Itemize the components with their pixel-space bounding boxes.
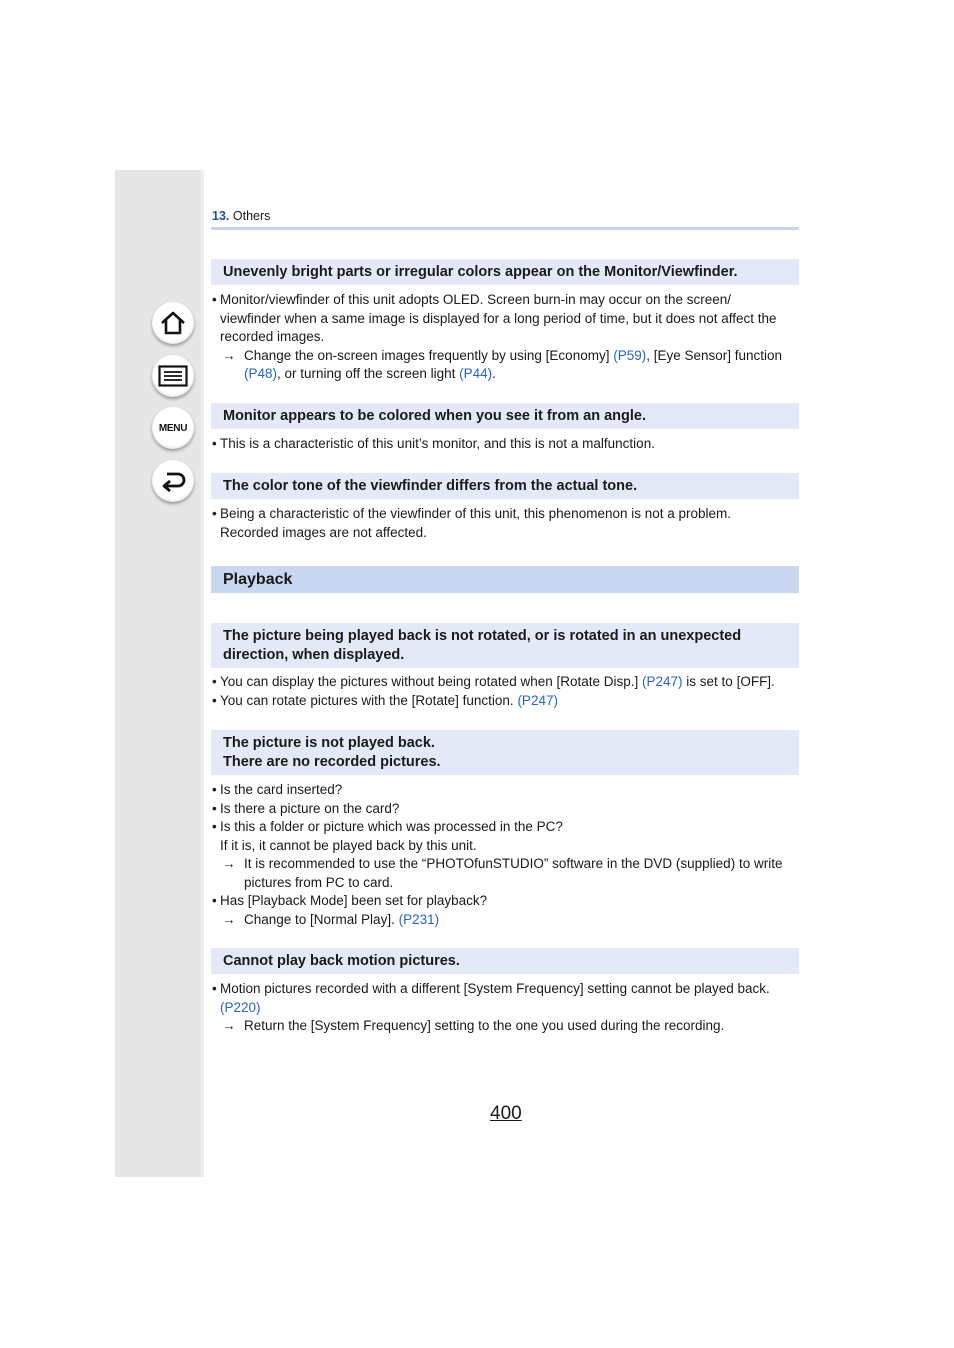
back-button[interactable]: [152, 460, 194, 502]
arrow-icon: →: [222, 911, 236, 927]
bullet-item: • This is a characteristic of this unit’s monitor, and this is not a malfunction.: [212, 435, 802, 454]
arrow-item: [212, 1017, 802, 1036]
link-p247[interactable]: (P247): [642, 674, 683, 689]
link-p44[interactable]: (P44): [459, 366, 493, 381]
link-p59[interactable]: (P59): [613, 347, 647, 363]
section-uneven-bright-body: [212, 291, 802, 384]
heading-not-rotated: [211, 623, 799, 668]
sidebar: [115, 170, 204, 1177]
section-monitor-angle-body: [212, 435, 802, 454]
heading-line: The picture being played back is not rotated, or is rotated in an unexpected: [223, 627, 742, 644]
text-span: .: [492, 366, 496, 381]
breadcrumb: [212, 209, 270, 223]
bullet-item: • Has [Playback Mode] been set for playback?: [212, 892, 802, 911]
contents-button[interactable]: [152, 355, 194, 397]
text-line: pictures from PC to card.: [244, 874, 394, 890]
bullet-item: [212, 692, 802, 711]
home-button[interactable]: [152, 302, 194, 344]
heading-uneven-bright: Unevenly bright parts or irregular colors appear on the Monitor/Viewfinder.: [211, 259, 799, 285]
heading-line: The picture is not played back.: [223, 734, 435, 751]
text-span: , or turning off the screen light: [277, 366, 460, 381]
text-line: Recorded images are not affected.: [220, 524, 427, 540]
bullet-item: • Is this a folder or picture which was processed in the PC?: [212, 818, 802, 837]
text-line: If it is, it cannot be played back by this unit.: [220, 837, 477, 853]
heading-viewfinder-tone: The color tone of the viewfinder differs from the actual tone.: [211, 473, 799, 499]
arrow-item: [212, 911, 802, 930]
text-span: You can rotate pictures with the [Rotate] function.: [220, 692, 518, 708]
link-p247[interactable]: (P247): [517, 692, 558, 708]
heading-monitor-angle: Monitor appears to be colored when you see it from an angle.: [211, 403, 799, 429]
heading-not-played-back: [211, 730, 799, 775]
bullet-item: • Is there a picture on the card?: [212, 800, 802, 819]
text-span: You can display the pictures without being rotated when [Rotate Disp.]: [220, 674, 643, 689]
text-line: • Motion pictures recorded with a different [System Frequency] setting cannot be played back.: [220, 981, 770, 996]
bullet-item: [212, 505, 802, 542]
page-number: 400: [490, 1103, 522, 1124]
text-span: Change the on-screen images frequently by using [Economy]: [244, 347, 614, 363]
menu-label: MENU: [158, 422, 188, 434]
text-span: , [Eye Sensor] function: [646, 347, 783, 363]
text-span: is set to [OFF].: [682, 674, 775, 689]
arrow-item: [212, 347, 802, 384]
section-viewfinder-tone-body: [212, 505, 802, 542]
bullet-item: [212, 673, 802, 692]
section-not-rotated-body: [212, 673, 802, 710]
arrow-icon: →: [222, 856, 236, 871]
home-icon: [159, 310, 187, 336]
chapter-title: Others: [232, 209, 271, 223]
chapter-number: 13.: [212, 209, 230, 223]
heading-line: direction, when displayed.: [223, 646, 405, 663]
section-not-played-back-body: [212, 781, 802, 929]
menu-button[interactable]: [152, 407, 194, 449]
link-p231[interactable]: (P231): [398, 911, 440, 927]
text-span: Change to [Normal Play].: [244, 911, 399, 927]
heading-motion-pictures: Cannot play back motion pictures.: [211, 948, 799, 974]
text-line: recorded images.: [220, 329, 325, 344]
bullet-item: [212, 980, 802, 1017]
text-line: It is recommended to use the “PHOTOfunSTUDIO” software in the DVD (supplied) to write: [244, 856, 783, 871]
link-p48[interactable]: (P48): [244, 366, 278, 381]
list-icon: [158, 365, 188, 387]
arrow-item: [212, 855, 802, 892]
text-line: viewfinder when a same image is displayed for a long period of time, but it does not affect the: [220, 310, 777, 326]
bullet-item: • Is the card inserted?: [212, 781, 802, 800]
header-divider: [211, 227, 799, 230]
return-icon: [159, 469, 187, 493]
text-line: • Monitor/viewfinder of this unit adopts OLED. Screen burn-in may occur on the screen/: [220, 292, 731, 307]
arrow-icon: →: [222, 347, 236, 363]
link-p220[interactable]: (P220): [220, 999, 261, 1015]
heading-line: There are no recorded pictures.: [223, 753, 441, 770]
section-title-playback: Playback: [211, 566, 799, 593]
arrow-icon: →: [222, 1018, 236, 1033]
text-line: Return the [System Frequency] setting to the one you used during the recording.: [244, 1018, 725, 1033]
section-motion-pictures-body: [212, 980, 802, 1036]
bullet-item: [212, 291, 802, 347]
text-line: • Being a characteristic of the viewfinder of this unit, this phenomenon is not a problem.: [220, 506, 732, 521]
